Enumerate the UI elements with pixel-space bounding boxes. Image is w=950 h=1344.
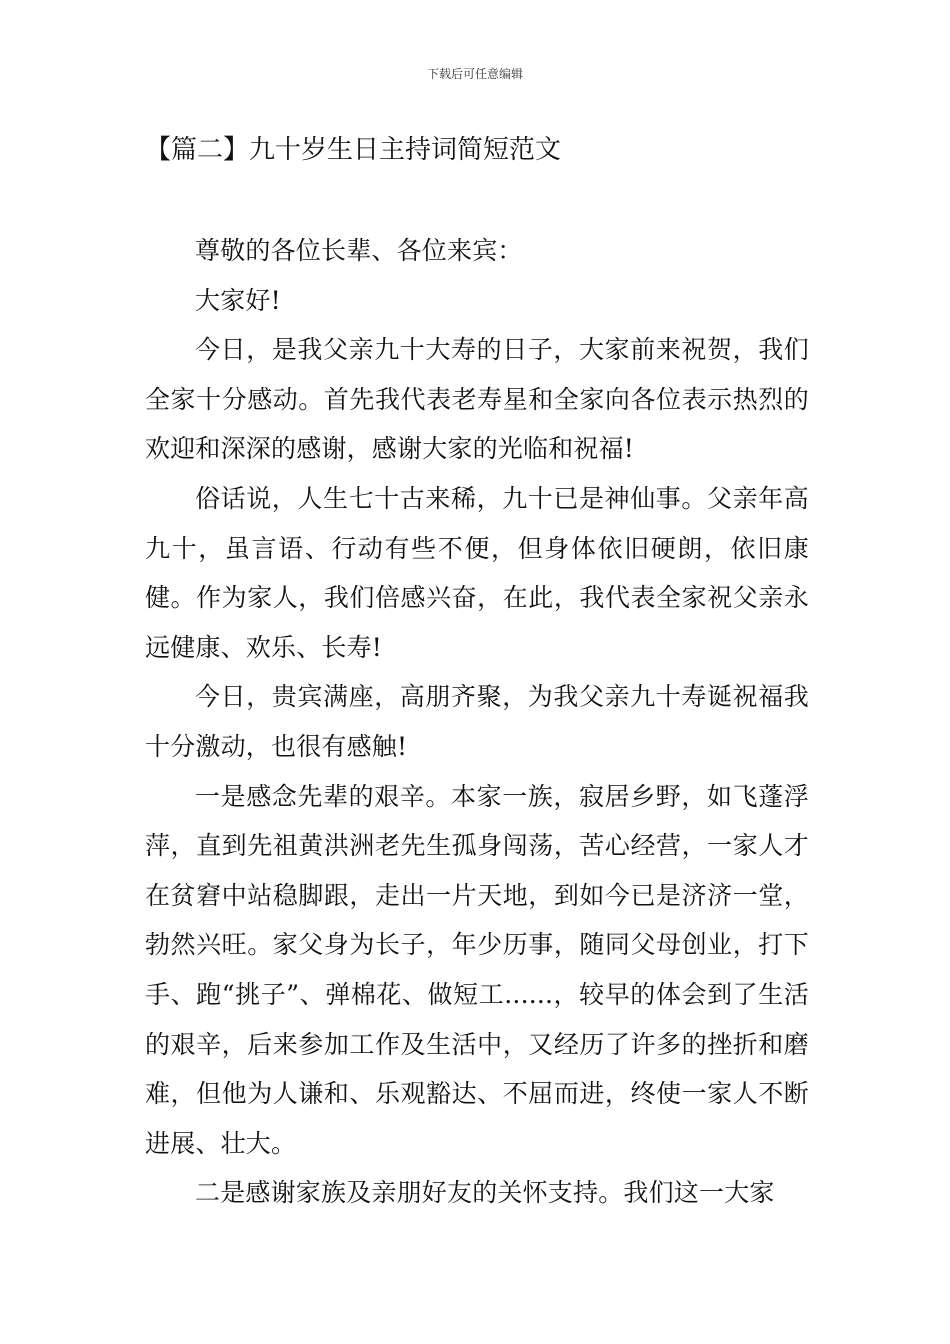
document-title: 【篇二】九十岁生日主持词简短范文 [145,135,562,165]
page-header: 下载后可任意编辑 [426,67,523,81]
paragraph: 今日，贵宾满座，高朋齐聚，为我父亲九十寿诞祝福我十分激动，也很有感触! [145,682,809,761]
paragraph-greeting: 大家好! [195,285,281,315]
paragraph: 俗话说，人生七十古来稀，九十已是神仙事。父亲年高九十，虽言语、行动有些不便，但身体依旧硬朗，依旧康健。作为家人，我们倍感兴奋，在此，我代表全家祝父亲永远健康、欢乐、长寿! [145,483,809,662]
paragraph: 今日，是我父亲九十大寿的日子，大家前来祝贺，我们全家十分感动。首先我代表老寿星和全家向各位表示热烈的欢迎和深深的感谢，感谢大家的光临和祝福! [145,335,809,464]
paragraph: 一是感念先辈的艰辛。本家一族，寂居乡野，如飞蓬浮萍，直到先祖黄洪洲老先生孤身闯荡，苦心经营，一家人才在贫窘中站稳脚跟，走出一片天地，到如今已是济济一堂，勃然兴旺。家父身为长子，年少历事，随同父母创业，打下手、跑“挑子”、弹棉花、做短工......，较早的体会到了生活的艰辛，后来参加工作及生活中，又经历了许多的挫折和磨难，但他为人谦和、乐观豁达、不屈而进，终使一家人不断进展、壮大。 [145,781,809,1158]
paragraph: 二是感谢家族及亲朋好友的关怀支持。我们这一大家 [195,1178,775,1208]
document-body [145,226,809,1218]
paragraph-salutation: 尊敬的各位长辈、各位来宾： [195,236,523,265]
